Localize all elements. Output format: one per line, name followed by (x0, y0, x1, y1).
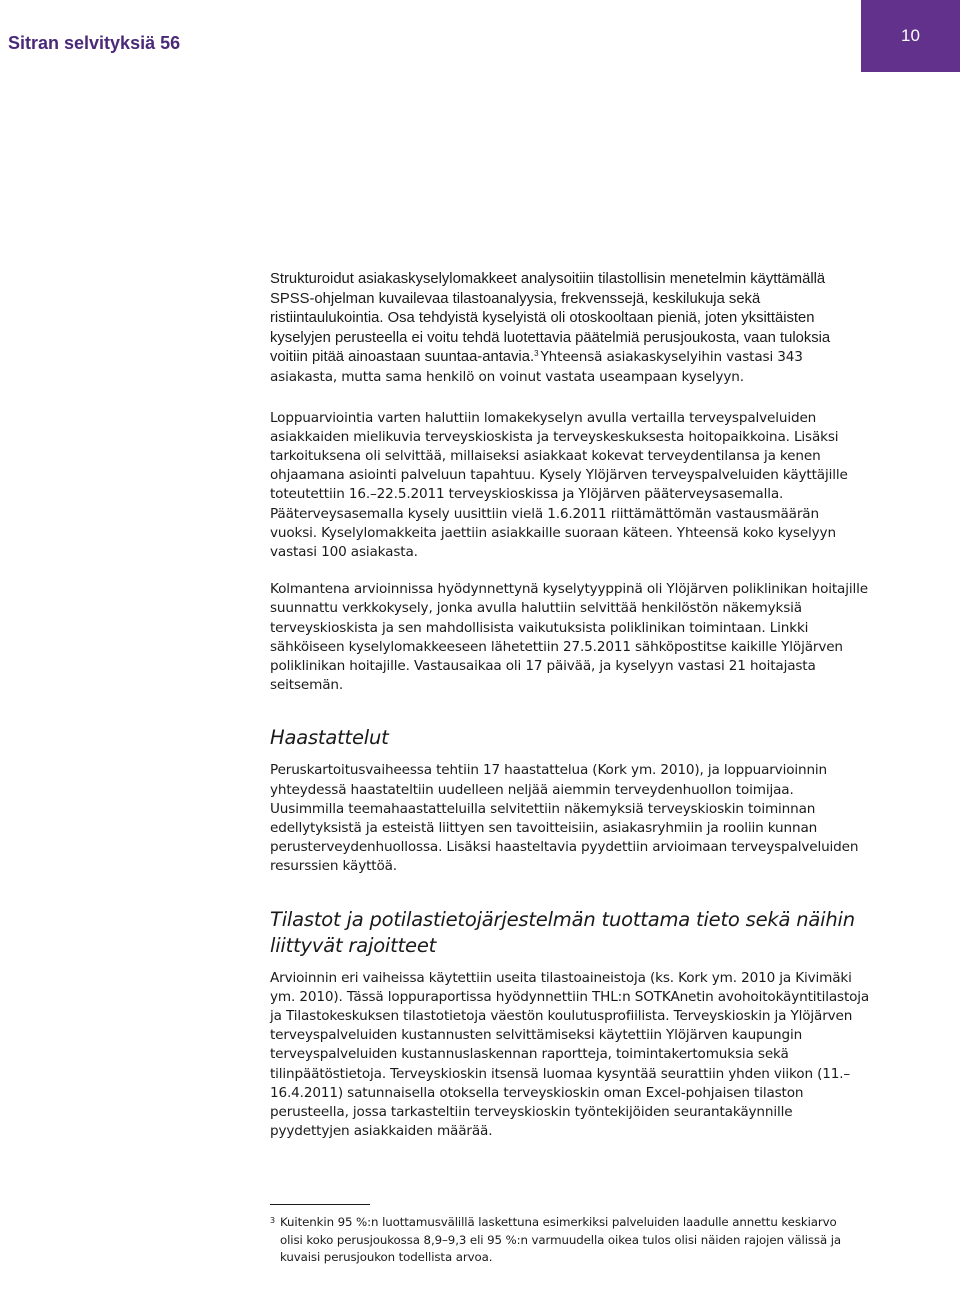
footnote-text: Kuitenkin 95 %:n luottamusvälillä laskettuna esimerkiksi palveluiden laadulle annettu keskiarvo olisi koko perusjoukossa 8,9–9,3 eli 95 %:n varmuudella oikea tulos olisi näiden rajojen välissä ja kuvaisi perusjoukon todellista arvoa. (280, 1215, 842, 1264)
paragraph-interviews: Peruskartoitusvaiheessa tehtiin 17 haastattelua (Kork ym. 2010), ja loppuarvioinnin yhteydessä haastateltiin uudelleen neljää aiemmin terveydenhuollon toimijaa. Uusimmilla teemahaastatteluilla selvitettiin näkemyksiä terveyskioskin toiminnan edellytyksistä ja esteistä liittyen sen tavoitteisiin, asiakasryhmiin ja rooliin kunnan perusterveydenhuollossa. Lisäksi haasteltavia pyydettiin arvioimaan terveyspalveluiden resurssien käyttöä. (270, 762, 859, 875)
paragraph-analysis-total: Yhteensä asiakaskyselyihin vastasi 343 asiakasta, mutta sama henkilö on voinut vastata useampaan kyselyyn. (270, 349, 803, 385)
paragraph-analysis-methods (270, 270, 870, 388)
footnote-reference: 3 (534, 349, 539, 359)
footnote-number: 3 (270, 1216, 275, 1225)
heading-statistics: Tilastot ja potilastietojärjestelmän tuottama tieto sekä näihin liittyvät rajoitteet (270, 907, 855, 957)
paragraph-statistics: Arvioinnin eri vaiheissa käytettiin useita tilastoaineistoja (ks. Kork ym. 2010 ja Kivimäki ym. 2010). Tässä loppuraportissa hyödynnettiin THL:n SOTKAnetin avohoitokäyntitilastoja ja Tilastokeskuksen tilastotietoja väestön koulutusprofiilista. Terveyskioskin ja Ylöjärven terveyspalveluiden kustannusten selvittämiseksi käytettiin Ylöjärven kaupungin terveyspalveluiden kustannuslaskennan raportteja, toimintakertomuksia sekä tilinpäätöstietoja. Terveyskioskin itsensä luomaa kysyntää seurattiin yhden viikon (11.–16.4.2011) satunnaisella otoksella terveyskioskin oman Excel-pohjaisen tilaston perusteella, jossa tarkasteltiin terveyskioskin työntekijöiden seurantakäynnille pyydettyjen asiakkaiden määrää. (270, 969, 870, 1140)
paragraph-web-survey: Kolmantena arvioinnissa hyödynnettynä kyselytyyppinä oli Ylöjärven poliklinikan hoitajille suunnattu verkkokysely, jonka avulla haluttiin selvittää henkilöstön näkemyksiä terveyskioskista ja sen mahdollisista vaikutuksista poliklinikan toimintaan. Linkki sähköiseen kyselylomakkeeseen lähetettiin 27.5.2011 sähköpostitse kaikille Ylöjärven poliklinikan hoitajille. Vastausaikaa oli 17 päivää, ja kyselyyn vastasi 21 hoitajasta seitsemän. (270, 581, 868, 694)
series-title: Sitran selvityksiä 56 (8, 33, 181, 53)
footnote (270, 1214, 860, 1267)
paragraph-final-survey: Loppuarviointia varten haluttiin lomakekyselyn avulla vertailla terveyspalveluiden asiakkaiden mielikuvia terveyskioskista ja terveyskeskuksesta hoitopaikkoina. Lisäksi tarkoituksena oli selvittää, millaiseksi asiakkaat kokevat terveydentilansa ja kenen ohjaamana asiointi palveluun tapahtuu. Kysely Ylöjärven terveyspalveluiden käyttäjille toteutettiin 16.–22.5.2011 terveyskioskissa ja Ylöjärven pääterveysasemalla. Pääterveysasemalla kysely uusittiin vielä 1.6.2011 riittämättömän vastausmäärän vuoksi. Kyselylomakkeita jaettiin asiakkaille suoraan käteen. Yhteensä koko kyselyyn vastasi 100 asiakasta. (270, 409, 848, 560)
paragraph-analysis-text: Strukturoidut asiakaskyselylomakkeet analysoitiin tilastollisin menetelmin käyttämällä SPSS-ohjelman kuvailevaa tilastoanalyysia, frekvenssejä, keskilukuja sekä ristiintaulukointia. Osa tehdyistä kyselyistä oli otoskooltaan pieniä, joten yksittäisten kyselyjen perusteella ei voitu tehdä luotettavia päätelmiä perusjoukosta, vaan tuloksia voitiin pitää ainoastaan suuntaa-antavia. (270, 271, 831, 366)
page-number-box (861, 0, 960, 72)
heading-interviews: Haastattelut (270, 726, 389, 750)
footnote-divider (270, 1204, 370, 1205)
page-number: 10 (901, 26, 920, 45)
main-content (270, 270, 870, 1159)
